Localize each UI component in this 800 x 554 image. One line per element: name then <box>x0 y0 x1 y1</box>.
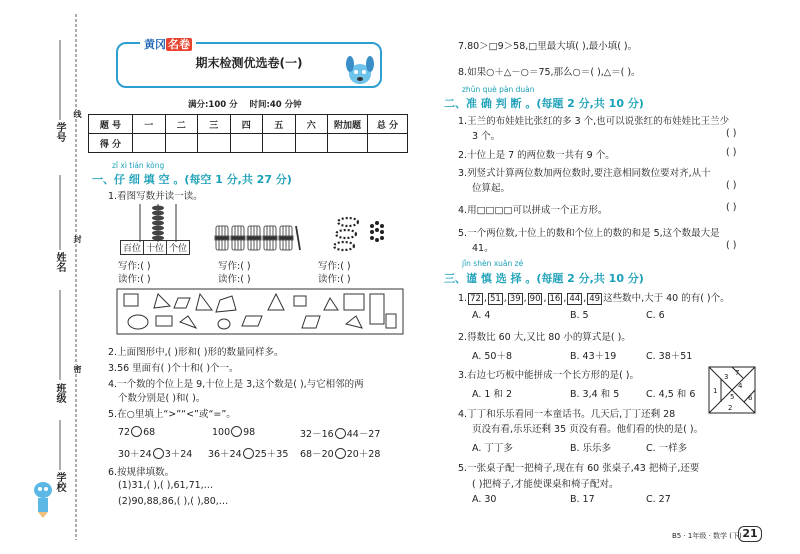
sec1-q5: 5.在○里填上“>”“<”或“=”。 <box>108 409 236 420</box>
sec1-q2: 2.上面图形中,( )形和( )形的数量同样多。 <box>108 347 284 358</box>
score-cell[interactable] <box>263 134 296 153</box>
q1-prefix: 1. <box>458 293 468 304</box>
sec2-q1a: 1.王兰的布娃娃比张红的多 3 个,也可以说张红的布娃娃比王兰少 <box>458 116 730 127</box>
number-card: 51 <box>489 294 501 304</box>
sec3-q4-opt-b[interactable]: B. 乐乐多 <box>570 443 612 454</box>
compare-circle[interactable] <box>153 448 164 459</box>
sec1-q4b: 个数分别是( )和( )。 <box>118 393 206 404</box>
judge-answer-3[interactable]: ( ) <box>726 180 737 191</box>
sec3-q5b: ( )把椅子,才能使课桌和椅子配对。 <box>472 479 619 490</box>
sec1-title: 一、仔 细 填 空 。(每空 1 分,共 27 分) <box>92 173 292 186</box>
tangram-label: 4 <box>738 382 743 390</box>
q1-read-3[interactable]: 读作:( ) <box>318 274 351 285</box>
sec3-q5-opt-c[interactable]: C. 27 <box>646 494 671 505</box>
compare-circle[interactable] <box>231 426 242 437</box>
score-head-cell: 四 <box>230 115 263 134</box>
sec2-q5b: 41。 <box>472 243 494 254</box>
tangram-label: 1 <box>713 387 718 395</box>
judge-answer-4[interactable]: ( ) <box>726 202 737 213</box>
tangram-label: 5 <box>730 393 735 401</box>
score-cell[interactable] <box>230 134 263 153</box>
score-head-cell: 附加题 <box>328 115 368 134</box>
cmp-left: 30＋24 <box>118 449 152 460</box>
score-header-row <box>89 115 408 134</box>
stick-bundles-icon <box>214 220 304 256</box>
tangram-label: 2 <box>728 404 733 412</box>
binding-mark-xian: 线 <box>73 110 82 118</box>
compare-row-2c <box>300 446 380 460</box>
q1-write-3[interactable]: 写作:( ) <box>318 261 351 272</box>
score-cell[interactable] <box>165 134 198 153</box>
sec3-q2: 2.得数比 60 大,又比 80 小的算式是( )。 <box>458 332 631 343</box>
q7: 7.80＞□9＞58,□里最大填( ),最小填( )。 <box>458 41 638 52</box>
sec3-title: 三、谨 慎 选 择 。(每题 2 分,共 10 分) <box>444 272 644 285</box>
cmp-right: 68 <box>143 427 156 438</box>
dog-mascot-icon <box>340 52 380 88</box>
cmp-right: 44－27 <box>346 429 381 440</box>
sec3-q2-opt-b[interactable]: B. 43＋19 <box>570 351 617 362</box>
score-head-cell: 一 <box>133 115 166 134</box>
sec2-q1b: 3 个。 <box>472 131 501 142</box>
score-time-info: 满分:100 分 时间:40 分钟 <box>188 100 302 110</box>
compare-circle[interactable] <box>335 448 346 459</box>
sec3-q4-opt-a[interactable]: A. 丁丁多 <box>472 443 513 454</box>
sec1-q6: 6.按规律填数。 <box>108 467 175 478</box>
score-head-cell: 三 <box>198 115 231 134</box>
sec3-q1-opt-c[interactable]: C. 6 <box>646 310 665 321</box>
number-card: 16 <box>549 294 561 304</box>
sec2-pinyin: zhǔn què pàn duàn <box>462 85 535 94</box>
sec2-q3b: 位算起。 <box>472 183 511 194</box>
cmp-left: 72 <box>118 427 131 438</box>
cmp-left: 68－20 <box>300 449 334 460</box>
school-label: 学校 <box>54 472 65 492</box>
score-cell[interactable] <box>198 134 231 153</box>
score-row-label: 得 分 <box>89 134 133 153</box>
sec3-q3: 3.右边七巧板中能拼成一个长方形的是( )。 <box>458 370 639 381</box>
q1-read-1[interactable]: 读作:( ) <box>118 274 151 285</box>
score-cell[interactable] <box>328 134 368 153</box>
sec1-q3: 3.56 里面有( )个十和( )个一。 <box>108 363 239 374</box>
compare-circle[interactable] <box>131 426 142 437</box>
score-cell[interactable] <box>368 134 408 153</box>
sec3-q4a: 4.丁丁和乐乐看同一本童话书。几天后,丁丁还剩 28 <box>458 409 676 420</box>
score-head-cell: 五 <box>263 115 296 134</box>
place-hundreds: 百位 <box>121 241 144 254</box>
number-card: 39 <box>509 294 521 304</box>
brand-part-a: 黄冈 <box>144 38 166 51</box>
sec3-q1-opt-b[interactable]: B. 5 <box>570 310 589 321</box>
binding-strip <box>0 0 92 554</box>
sec3-q1: 1. 72 , 51 , 39 , 90 , 16 , 44 , 49 这些数中,大于 40 的有( )个。 <box>458 293 730 304</box>
sec1-q6-2[interactable]: (2)90,88,86,( ),( ),80,… <box>118 496 229 507</box>
cmp-right: 25＋35 <box>254 449 289 460</box>
place-tens: 十位 <box>144 241 167 254</box>
sec3-pinyin: jǐn shèn xuǎn zé <box>462 259 524 268</box>
cmp-left: 32－16 <box>300 429 334 440</box>
brand-part-b: 名卷 <box>168 38 190 51</box>
compare-circle[interactable] <box>243 448 254 459</box>
page-number: 21 <box>738 526 762 542</box>
score-head-cell: 二 <box>165 115 198 134</box>
q1-write-1[interactable]: 写作:( ) <box>118 261 151 272</box>
score-head-cell: 题 号 <box>89 115 133 134</box>
student-id-label: 学号 <box>54 122 65 142</box>
place-ones: 个位 <box>169 244 188 254</box>
number-card: 44 <box>569 294 581 304</box>
sec3-q5-opt-b[interactable]: B. 17 <box>570 494 595 505</box>
name-label: 姓名 <box>54 252 65 272</box>
compare-row-1c <box>300 426 380 440</box>
sec1-q4a: 4.一个数的个位上是 9,十位上是 3,这个数是( ),与它相邻的两 <box>108 379 364 390</box>
sec1-q6-1[interactable]: (1)31,( ),( ),61,71,… <box>118 480 214 491</box>
binding-mark-mi: 密 <box>73 365 82 373</box>
cmp-left: 36＋24 <box>208 449 242 460</box>
abacus-label-row <box>120 240 190 255</box>
sec3-q5a: 5.一张桌子配一把椅子,现在有 60 张桌子,43 把椅子,还要 <box>458 463 700 474</box>
binding-lines <box>0 0 92 554</box>
sec3-q4-opt-c[interactable]: C. 一样多 <box>646 443 688 454</box>
sec3-q3-opt-a[interactable]: A. 1 和 2 <box>472 389 512 400</box>
q1-write-2[interactable]: 写作:( ) <box>218 261 251 272</box>
judge-answer-1[interactable]: ( ) <box>726 128 737 139</box>
score-cell[interactable] <box>133 134 166 153</box>
sec2-q2: 2.十位上是 7 的两位数一共有 9 个。 <box>458 150 615 161</box>
sec3-q3-opt-c[interactable]: C. 4,5 和 6 <box>646 389 696 400</box>
tangram-figure <box>708 366 756 414</box>
class-label: 班级 <box>54 383 65 403</box>
q1-read-2[interactable]: 读作:( ) <box>218 274 251 285</box>
pencil-mascot-icon <box>28 478 58 518</box>
compare-row-2 <box>118 446 192 460</box>
dot-groups-icon <box>328 212 390 256</box>
score-cell[interactable] <box>295 134 328 153</box>
cmp-right: 20＋28 <box>346 449 381 460</box>
number-card: 49 <box>589 294 601 304</box>
sec2-q5a: 5.一个两位数,十位上的数和个位上的数的和是 5,这个数最大是 <box>458 228 720 239</box>
sec3-q2-opt-a[interactable]: A. 50＋8 <box>472 351 513 362</box>
sec3-q4b: 页没有看,乐乐还剩 35 页没有看。他们看的快的是( )。 <box>472 424 704 435</box>
q8: 8.如果○＋△－○＝75,那么○＝( ),△＝( )。 <box>458 67 641 78</box>
q1-tail: 这些数中,大于 40 的有( )个。 <box>603 293 730 304</box>
binding-mark-feng: 封 <box>73 235 82 243</box>
cmp-left: 100 <box>212 427 231 438</box>
sec3-q2-opt-c[interactable]: C. 38＋51 <box>646 351 693 362</box>
tangram-label: 3 <box>724 373 729 381</box>
sec1-pinyin: zǐ xì tián kòng <box>112 161 165 170</box>
score-head-cell: 总 分 <box>368 115 408 134</box>
sec3-q5-opt-a[interactable]: A. 30 <box>472 494 497 505</box>
number-card: 72 <box>470 294 481 304</box>
tangram-label: 7 <box>735 369 740 377</box>
judge-answer-2[interactable]: ( ) <box>726 147 737 158</box>
brand-logo <box>140 36 196 52</box>
score-head-cell: 六 <box>295 115 328 134</box>
score-table <box>88 114 408 153</box>
sec2-q4: 4.用□□□□可以拼成一个正方形。 <box>458 205 608 216</box>
page-title: 期末检测优选卷(一) <box>195 56 303 70</box>
sec3-q3-opt-b[interactable]: B. 3,4 和 5 <box>570 389 620 400</box>
footer-text: B5 · 1年级 · 数学 (下) <box>672 532 742 540</box>
sec2-title: 二、准 确 判 断 。(每题 2 分,共 10 分) <box>444 97 644 110</box>
compare-row-1b <box>212 426 255 438</box>
number-card: 90 <box>529 294 541 304</box>
judge-answer-5[interactable]: ( ) <box>726 240 737 251</box>
compare-row-2b <box>208 446 288 460</box>
sec2-q3a: 3.列竖式计算两位数加两位数时,要注意相同数位要对齐,从十 <box>458 168 711 179</box>
cmp-right: 98 <box>243 427 256 438</box>
shapes-figure <box>116 288 406 336</box>
score-value-row <box>89 134 408 153</box>
compare-circle[interactable] <box>335 428 346 439</box>
sec1-q1: 1.看图写数并读一读。 <box>108 191 203 202</box>
sec3-q1-opt-a[interactable]: A. 4 <box>472 310 491 321</box>
tangram-label: 6 <box>748 394 753 402</box>
cmp-right: 3＋24 <box>164 449 193 460</box>
compare-row-1 <box>118 426 155 438</box>
